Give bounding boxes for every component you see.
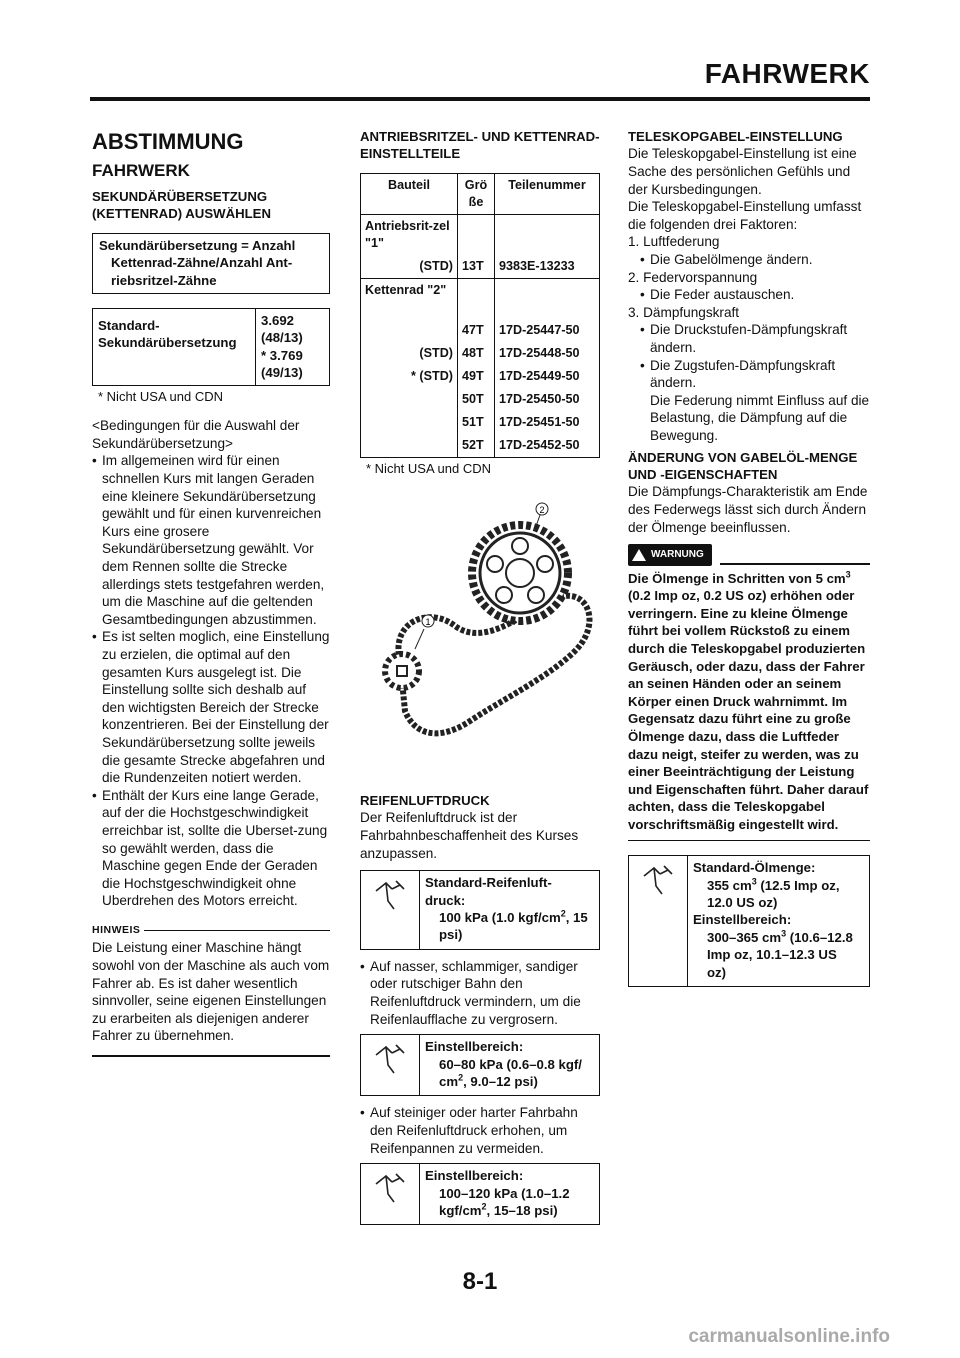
warning-rule [720, 563, 870, 565]
topic-heading: REIFENLUFTDRUCK [360, 793, 490, 808]
page-title: FAHRWERK [704, 58, 870, 89]
table-row [361, 434, 600, 458]
wrench-icon [629, 856, 688, 986]
paragraph: Die Federung nimmt Einfluss auf die Belastung, die Dämpfung auf die Bewegung. [650, 392, 870, 443]
spec-value-part: (10.6–12.8 [786, 929, 853, 945]
bullet-item: • Auf nasser, schlammiger, sandiger oder rutschiger Bahn den Reifenluftdruck vermindern, um die Reifenlaufflache zu vergrosern. [360, 958, 600, 1028]
hinweis-text: Die Leistung einer Maschine hängt sowohl von der Maschine als auch vom Fahrer ab. Es ist daher wesentlich sinnvoller, seine eigenen Einstellungen zu erarbeiten als diejenigen anderer Fahrer zu übernehmen. [92, 940, 330, 1044]
table-cell: 17D-25450-50 [495, 388, 600, 411]
spec-box [628, 855, 870, 987]
table-row [361, 388, 600, 411]
sprocket-chain-diagram [360, 501, 600, 771]
spec-label: druck: [425, 892, 466, 908]
warning-triangle-icon [632, 549, 646, 561]
bullet-list [360, 1104, 600, 1157]
spec-value-part: , 9.0–12 psi) [463, 1074, 538, 1089]
spec-label: Standard-Ölmenge: [693, 860, 816, 876]
table-cell: 48T [458, 342, 495, 365]
paragraph: Die Teleskopgabel-Einstellung ist eine Sache des persönlichen Gefühls und der Kursbedingungen. [628, 146, 857, 197]
table-row [361, 255, 600, 279]
table-cell: 13T [458, 255, 495, 279]
table-header: Bauteil [361, 173, 458, 214]
warning-badge [628, 544, 712, 566]
warning-text [628, 570, 870, 834]
table-cell: 52T [458, 434, 495, 458]
paragraph: Der Reifenluftdruck ist der Fahrbahnbeschaffenheit des Kurses anzupassen. [360, 810, 579, 861]
spec-label: Einstellbereich: [693, 912, 792, 928]
spec-value [425, 909, 594, 944]
warning-header [628, 544, 870, 566]
callout-line [415, 629, 424, 649]
hinweis-header [92, 922, 330, 940]
parts-table [360, 173, 600, 458]
callout-number-1: 1 [425, 617, 431, 628]
spec-label: Einstellbereich: [425, 1039, 524, 1055]
wrench-icon [361, 1035, 420, 1095]
table-row [361, 214, 600, 255]
drive-sprocket-shape [385, 654, 419, 688]
topic-heading: TELESKOPGABEL-EINSTELLUNG [628, 129, 843, 144]
topic-heading: ÄNDERUNG VON GABELÖL-MENGE UND -EIGENSCHAFTEN [628, 449, 858, 482]
table-cell: 47T [458, 319, 495, 342]
numbered-list [628, 233, 870, 444]
callout-number-2: 2 [539, 505, 545, 516]
spec-value-part: 100 kPa (1.0 kgf/cm [439, 910, 561, 925]
table-cell: Antriebsrit-zel "1" [361, 214, 458, 255]
table-header: Grö ße [458, 173, 495, 214]
bullet-list [360, 958, 600, 1028]
table-header-row [361, 173, 600, 214]
topic-heading: ANTRIEBSRITZEL- UND KETTENRAD-EINSTELLTEILE [360, 129, 600, 162]
spec-value-part: 355 cm [707, 877, 752, 893]
spec-value-part: 300–365 cm [707, 929, 782, 945]
warning-text-part: (0.2 Imp oz, 0.2 US oz) erhöhen oder verringern. Eine zu kleine Ölmenge führt bei vollem Rückstoß zu einem durch die Teleskopgabel produzierten Geräusch, oder dazu, dass der Fahrer an seinen Händen oder an seinem Körper einen Druck wahrnimmt. Im Gegensatz dazu führt eine zu große Ölmenge dazu, dass die Luftfeder dazu neigt, steifer zu werden, was zu einer Beeinträchtigung der Leistung und Eigenschaften führt. Daher darauf achten, dass die Teleskopgabel vorschriftsmäßig eingestellt wird. [628, 588, 869, 832]
formula-line: Kettenrad-Zähne/Anzahl Ant- [111, 255, 293, 271]
spec-value: * 3.769 [261, 347, 303, 363]
formula-box [92, 233, 330, 294]
spec-text [420, 871, 599, 949]
bullet-item: • Auf steiniger oder harter Fahrbahn den Reifenluftdruck erhohen, um Reifenpannen zu vermeiden. [360, 1104, 600, 1157]
spec-value: 100–120 kPa (1.0–1.2 [439, 1185, 570, 1201]
table-cell: 17D-25448-50 [495, 342, 600, 365]
bullet-item: • Im allgemeinen wird für einen schnellen Kurs mit langen Geraden eine kleinere Sekundärübersetzung gewählt und für einen kurvenreichen Kurs eine grosere Sekundärübersetzung gewählt. Vor dem Rennen sollte die Strecke allerdings stets testgefahren werden, um die Maschine auf die geltenden Gesamtbedingungen abzustimmen. [92, 452, 330, 628]
spec-value: 3.692 [261, 313, 295, 329]
spec-value-part: , 15–18 psi) [486, 1203, 558, 1218]
hinweis-label: HINWEIS [92, 923, 141, 936]
list-item: 3. Dämpfungskraft [628, 304, 740, 320]
formula-line: riebsritzel-Zähne [111, 272, 217, 288]
spec-value-part: cm [439, 1074, 459, 1089]
warning-label: WARNUNG [651, 549, 704, 561]
spec-value [425, 1202, 594, 1219]
bullet-item: • Es ist selten moglich, eine Einstellung zu erzielen, die optimal auf den gesamten Kurs ausgelegt ist. Die Einstellung sollte sich deshalb auf den wichtigsten Bereich der Strecke konzentrieren. Bei der Einstellung der Sekundärübersetzung sollte jeweils die gesamte Strecke abgefahren und die Rundenzeiten notiert werden. [92, 628, 330, 786]
paragraph: Die Teleskopgabel-Einstellung umfasst die folgenden drei Faktoren: [628, 199, 862, 232]
spec-value-part: (12.5 Imp oz, [756, 877, 840, 893]
wrench-icon [361, 1164, 420, 1224]
topic-heading: SEKUNDÄRÜBERSETZUNG (KETTENRAD) AUSWÄHLEN [92, 189, 271, 222]
bullet-item: • Die Gabelölmenge ändern. [640, 251, 870, 269]
superscript: 2 [560, 908, 566, 919]
section-heading: ABSTIMMUNG [92, 129, 244, 154]
table-row [361, 411, 600, 434]
table-row [361, 278, 600, 319]
watermark: carmanualsonline.info [688, 1326, 890, 1347]
hinweis-rule [144, 930, 330, 932]
footnote: * Nicht USA und CDN [366, 460, 491, 476]
column-right [628, 128, 870, 995]
table-cell: 51T [458, 411, 495, 434]
warning-bottom-rule [628, 840, 870, 842]
list-item: 1. Luftfederung [628, 234, 720, 250]
spec-value-part: kgf/cm [439, 1203, 482, 1218]
spec-label: Standard-Reifenluft- [425, 875, 552, 891]
header-rule [90, 97, 870, 101]
superscript: 3 [845, 569, 851, 580]
hinweis-note [92, 922, 330, 1057]
superscript: 3 [781, 928, 787, 939]
table-row [361, 365, 600, 388]
spec-value: 60–80 kPa (0.6–0.8 kgf/ [439, 1056, 582, 1072]
table-row [361, 342, 600, 365]
spec-label: Einstellbereich: [425, 1168, 524, 1184]
superscript: 2 [458, 1072, 464, 1083]
wrench-icon [361, 871, 420, 949]
table-cell: 50T [458, 388, 495, 411]
paragraph: Die Dämpfungs-Charakteristik am Ende des Federwegs lässt sich durch Ändern der Ölmenge beeinflussen. [628, 484, 868, 535]
spec-value [693, 929, 864, 946]
superscript: 2 [481, 1201, 487, 1212]
conditions-title: <Bedingungen für die Auswahl der Sekundärübersetzung> [92, 418, 300, 451]
table-cell: (STD) [361, 255, 458, 279]
table-cell: (STD) [361, 342, 458, 365]
spec-value [425, 1073, 594, 1090]
table-cell [361, 411, 458, 434]
bullet-item: • Enthält der Kurs eine lange Gerade, auf der die Hochstgeschwindigkeit erreichbar ist, sollte die Uberset-zung so gewählt werden, dass die Maschine gegen Ende der Geraden die Hochstgeschwindigkeit ohne Uberdrehen des Motors erreicht. [92, 787, 330, 910]
table-cell: 49T [458, 365, 495, 388]
spec-value: oz) [707, 964, 727, 980]
spec-value: 12.0 US oz) [707, 894, 778, 910]
list-item: 2. Federvorspannung [628, 269, 758, 285]
spec-value-part: , 15 psi) [439, 910, 588, 943]
spec-text [420, 1035, 599, 1095]
spec-values [256, 309, 329, 385]
bullet-item: • Die Druckstufen-Dämpfungskraft ändern. [640, 321, 870, 356]
spec-box [360, 870, 600, 950]
table-cell: 17D-25447-50 [495, 319, 600, 342]
spec-value: (48/13) [261, 330, 303, 346]
table-cell: 17D-25452-50 [495, 434, 600, 458]
hinweis-bottom-rule [92, 1055, 330, 1057]
subsection-heading: FAHRWERK [92, 161, 190, 180]
table-header: Teilenummer [495, 173, 600, 214]
spec-box [360, 1034, 600, 1096]
table-cell: 17D-25449-50 [495, 365, 600, 388]
spec-value: Imp oz, 10.1–12.3 US [707, 947, 837, 963]
formula-line: Sekundärübersetzung = Anzahl [99, 237, 296, 253]
superscript: 3 [751, 876, 757, 887]
spec-box [360, 1163, 600, 1225]
bullet-item: • Die Zugstufen-Dämpfungskraft ändern. [640, 357, 870, 392]
footnote: * Nicht USA und CDN [98, 388, 223, 404]
spec-text [688, 856, 869, 986]
page-number: 8-1 [462, 1268, 498, 1295]
column-left [92, 128, 330, 1057]
warning-text-part: Die Ölmenge in Schritten von 5 cm [628, 570, 846, 586]
table-row [361, 319, 600, 342]
table-cell: Kettenrad "2" [361, 278, 458, 319]
table-cell: 17D-25451-50 [495, 411, 600, 434]
table-cell: * (STD) [361, 365, 458, 388]
table-cell: 9383E-13233 [495, 255, 600, 279]
table-cell [361, 319, 458, 342]
bullet-item: • Die Feder austauschen. [640, 286, 870, 304]
spec-box [92, 308, 330, 386]
bullet-list [92, 452, 330, 909]
spec-text [420, 1164, 599, 1224]
spec-value [693, 877, 864, 894]
chainwheel-shape [472, 525, 568, 621]
table-cell [361, 434, 458, 458]
spec-label: Standard-Sekundärübersetzung [93, 309, 256, 385]
spec-value: (49/13) [261, 365, 303, 381]
column-middle [360, 128, 600, 1233]
table-cell [361, 388, 458, 411]
